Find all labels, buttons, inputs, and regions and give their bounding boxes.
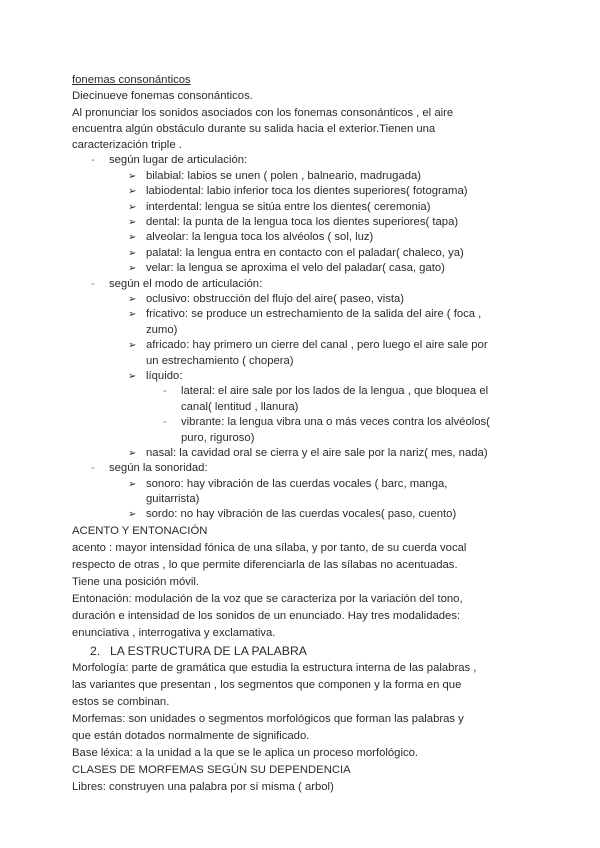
list-item-dash: - según lugar de articulación: [72, 153, 552, 168]
paragraph-line: Morfología: parte de gramática que estudia la estructura interna de las palabras , [72, 661, 477, 674]
list-item-arrow: ➢ sordo: no hay vibración de las cuerdas vocales( paso, cuento) [72, 507, 552, 522]
list-item-dash: - según la sonoridad: [72, 461, 552, 476]
list-item-arrow: ➢ palatal: la lengua entra en contacto con el paladar( chaleco, ya) [72, 246, 552, 261]
paragraph-line: caracterización triple . [72, 139, 182, 152]
section-heading-fonemas: fonemas consonánticos [72, 74, 191, 86]
paragraph-line: acento : mayor intensidad fónica de una sílaba, y por tanto, de su cuerda vocal [72, 541, 467, 554]
paragraph-line: Base léxica: a la unidad a la que se le aplica un proceso morfológico. [72, 747, 419, 760]
paragraph-line: Morfemas: son unidades o segmentos morfológicos que forman las palabras y [72, 712, 464, 725]
paragraph-line: estos se combinan. [72, 695, 170, 708]
paragraph-line: Diecinueve fonemas consonánticos. [72, 90, 253, 103]
list-item-arrow: ➢ alveolar: la lengua toca los alvéolos ( sol, luz) [72, 230, 552, 245]
sublist-item-continuation: canal( lentitud , llanura) [181, 400, 299, 413]
paragraph-line: respecto de otras , lo que permite diferenciarla de las sílabas no acentuadas. [72, 559, 458, 572]
paragraph-line: duración e intensidad de los sonidos de un enunciado. Hay tres modalidades: [72, 610, 461, 623]
paragraph-line: Al pronunciar los sonidos asociados con los fonemas consonánticos , el aire [72, 106, 454, 119]
numbered-heading [72, 643, 552, 660]
list-item-dash: - según el modo de articulación: [72, 277, 552, 292]
list-item-continuation: guitarrista) [146, 493, 200, 506]
list-item-arrow: ➢ africado: hay primero un cierre del canal , pero luego el aire sale por [72, 338, 552, 353]
list-item-arrow: ➢ sonoro: hay vibración de las cuerdas vocales ( barc, manga, [72, 477, 552, 492]
document-page [72, 72, 552, 796]
heading-text: LA ESTRUCTURA DE LA PALABRA [110, 643, 307, 658]
paragraph-line: que están dotados normalmente de significado. [72, 729, 310, 742]
list-item-arrow: ➢ nasal: la cavidad oral se cierra y el aire sale por la nariz( mes, nada) [72, 446, 552, 461]
list-item-arrow: ➢ oclusivo: obstrucción del flujo del aire( paseo, vista) [72, 292, 552, 307]
list-item-arrow: ➢ líquido: [72, 369, 552, 384]
sublist-item-dash: - vibrante: la lengua vibra una o más veces contra los alvéolos( [72, 415, 552, 430]
list-item-arrow: ➢ interdental: lengua se sitúa entre los dientes( ceremonia) [72, 200, 552, 215]
list-item-continuation: un estrechamiento ( chopera) [146, 354, 294, 367]
paragraph-line: Tiene una posición móvil. [72, 576, 200, 589]
list-item-continuation: zumo) [146, 323, 178, 336]
paragraph-line: las variantes que presentan , los segmentos que componen y la forma en que [72, 678, 462, 691]
sublist-item-dash: - lateral: el aire sale por los lados de la lengua , que bloquea el [72, 384, 552, 399]
paragraph-line: Entonación: modulación de la voz que se caracteriza por la variación del tono, [72, 593, 463, 606]
list-item-arrow: ➢ fricativo: se produce un estrechamiento de la salida del aire ( foca , [72, 307, 552, 322]
sublist-item-continuation: puro, riguroso) [181, 431, 255, 444]
heading-acento: ACENTO Y ENTONACIÓN [72, 524, 208, 537]
heading-number: 2. [90, 643, 101, 658]
paragraph-line: enunciativa , interrogativa y exclamativa. [72, 627, 276, 640]
paragraph-line: Libres: construyen una palabra por sí misma ( arbol) [72, 781, 334, 794]
paragraph-line: encuentra algún obstáculo durante su salida hacia el exterior.Tienen una [72, 122, 436, 135]
list-item-arrow: ➢ velar: la lengua se aproxima el velo del paladar( casa, gato) [72, 261, 552, 276]
heading-clases-morfemas: CLASES DE MORFEMAS SEGÚN SU DEPENDENCIA [72, 764, 351, 777]
list-item-arrow: ➢ labiodental: labio inferior toca los dientes superiores( fotograma) [72, 184, 552, 199]
list-item-arrow: ➢ dental: la punta de la lengua toca los dientes superiores( tapa) [72, 215, 552, 230]
list-item-arrow: ➢ bilabial: labios se unen ( polen , balneario, madrugada) [72, 169, 552, 184]
